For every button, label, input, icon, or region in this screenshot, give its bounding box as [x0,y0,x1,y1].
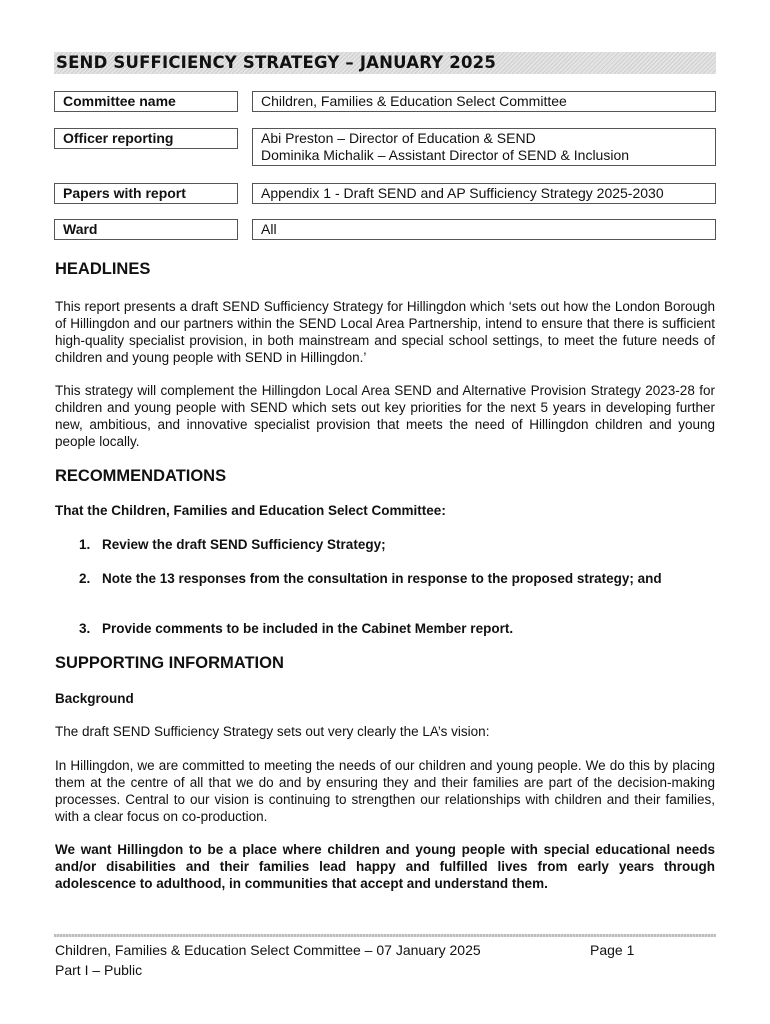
headlines-heading: HEADLINES [55,260,151,278]
recommendations-intro: That the Children, Families and Education Select Committee: [55,503,446,518]
document-title: SEND SUFFICIENCY STRATEGY – JANUARY 2025 [56,53,497,72]
officer-line-1: Abi Preston – Director of Education & SEND [261,130,536,146]
vision-statement: We want Hillingdon to be a place where children and young people with special educational needs and/or disabilities and their families lead happy and fulfilled lives from early years through adolescence to adulthood, in communities that accept and understand them. [55,842,715,891]
committee-name-value: Children, Families & Education Select Committee [252,91,716,112]
footer-committee-date: Children, Families & Education Select Committee – 07 January 2025 [55,942,481,958]
recommendations-heading: RECOMMENDATIONS [55,467,227,485]
recommendation-number: 2. [79,571,91,586]
recommendation-text: Provide comments to be included in the Cabinet Member report. [102,621,514,636]
officer-reporting-label: Officer reporting [54,128,238,149]
officer-line-2: Dominika Michalik – Assistant Director of SEND & Inclusion [261,147,630,163]
officer-reporting-value [252,128,716,166]
recommendation-number: 1. [79,537,91,552]
background-subheading: Background [55,691,134,706]
headlines-paragraph-1: This report presents a draft SEND Sufficiency Strategy for Hillingdon which ‘sets out how the London Borough of Hillingdon and our partners within the SEND Local Area Partnership, intend to ensure that there is sufficient high-quality specialist provision, in both mainstream and special school settings, to meet the future needs of children and young people with SEND in Hillingdon.’ [55,299,715,365]
recommendation-item [79,620,719,637]
ward-label: Ward [54,219,238,240]
document-title-bar [54,52,716,74]
ward-value: All [252,219,716,240]
committee-name-label: Committee name [54,91,238,112]
supporting-paragraph-2: In Hillingdon, we are committed to meeting the needs of our children and young people. We do this by placing them at the centre of all that we do and by ensuring they and their families are part of the decision-making processes. Central to our vision is continuing to strengthen our relationships with children and their families, with a clear focus on co-production. [55,758,715,824]
supporting-information-heading: SUPPORTING INFORMATION [55,654,284,672]
recommendation-number: 3. [79,621,91,636]
headlines-paragraph-2: This strategy will complement the Hillingdon Local Area SEND and Alternative Provision Strategy 2023-28 for children and young people with SEND which sets out key priorities for the next 5 years in developing further new, ambitious, and innovative specialist provision that meets the need of Hillingdon children and young people locally. [55,383,715,449]
papers-with-report-value: Appendix 1 - Draft SEND and AP Sufficiency Strategy 2025-2030 [252,183,716,204]
recommendation-item [79,536,719,553]
supporting-paragraph-1: The draft SEND Sufficiency Strategy sets out very clearly the LA’s vision: [55,724,490,739]
papers-with-report-label: Papers with report [54,183,238,204]
recommendation-item [79,570,719,587]
footer-page-number: Page 1 [590,942,635,958]
footer-classification: Part I – Public [55,962,143,978]
recommendation-text: Note the 13 responses from the consultation in response to the proposed strategy; and [102,571,662,586]
footer-divider [54,934,716,937]
recommendation-text: Review the draft SEND Sufficiency Strategy; [102,537,386,552]
